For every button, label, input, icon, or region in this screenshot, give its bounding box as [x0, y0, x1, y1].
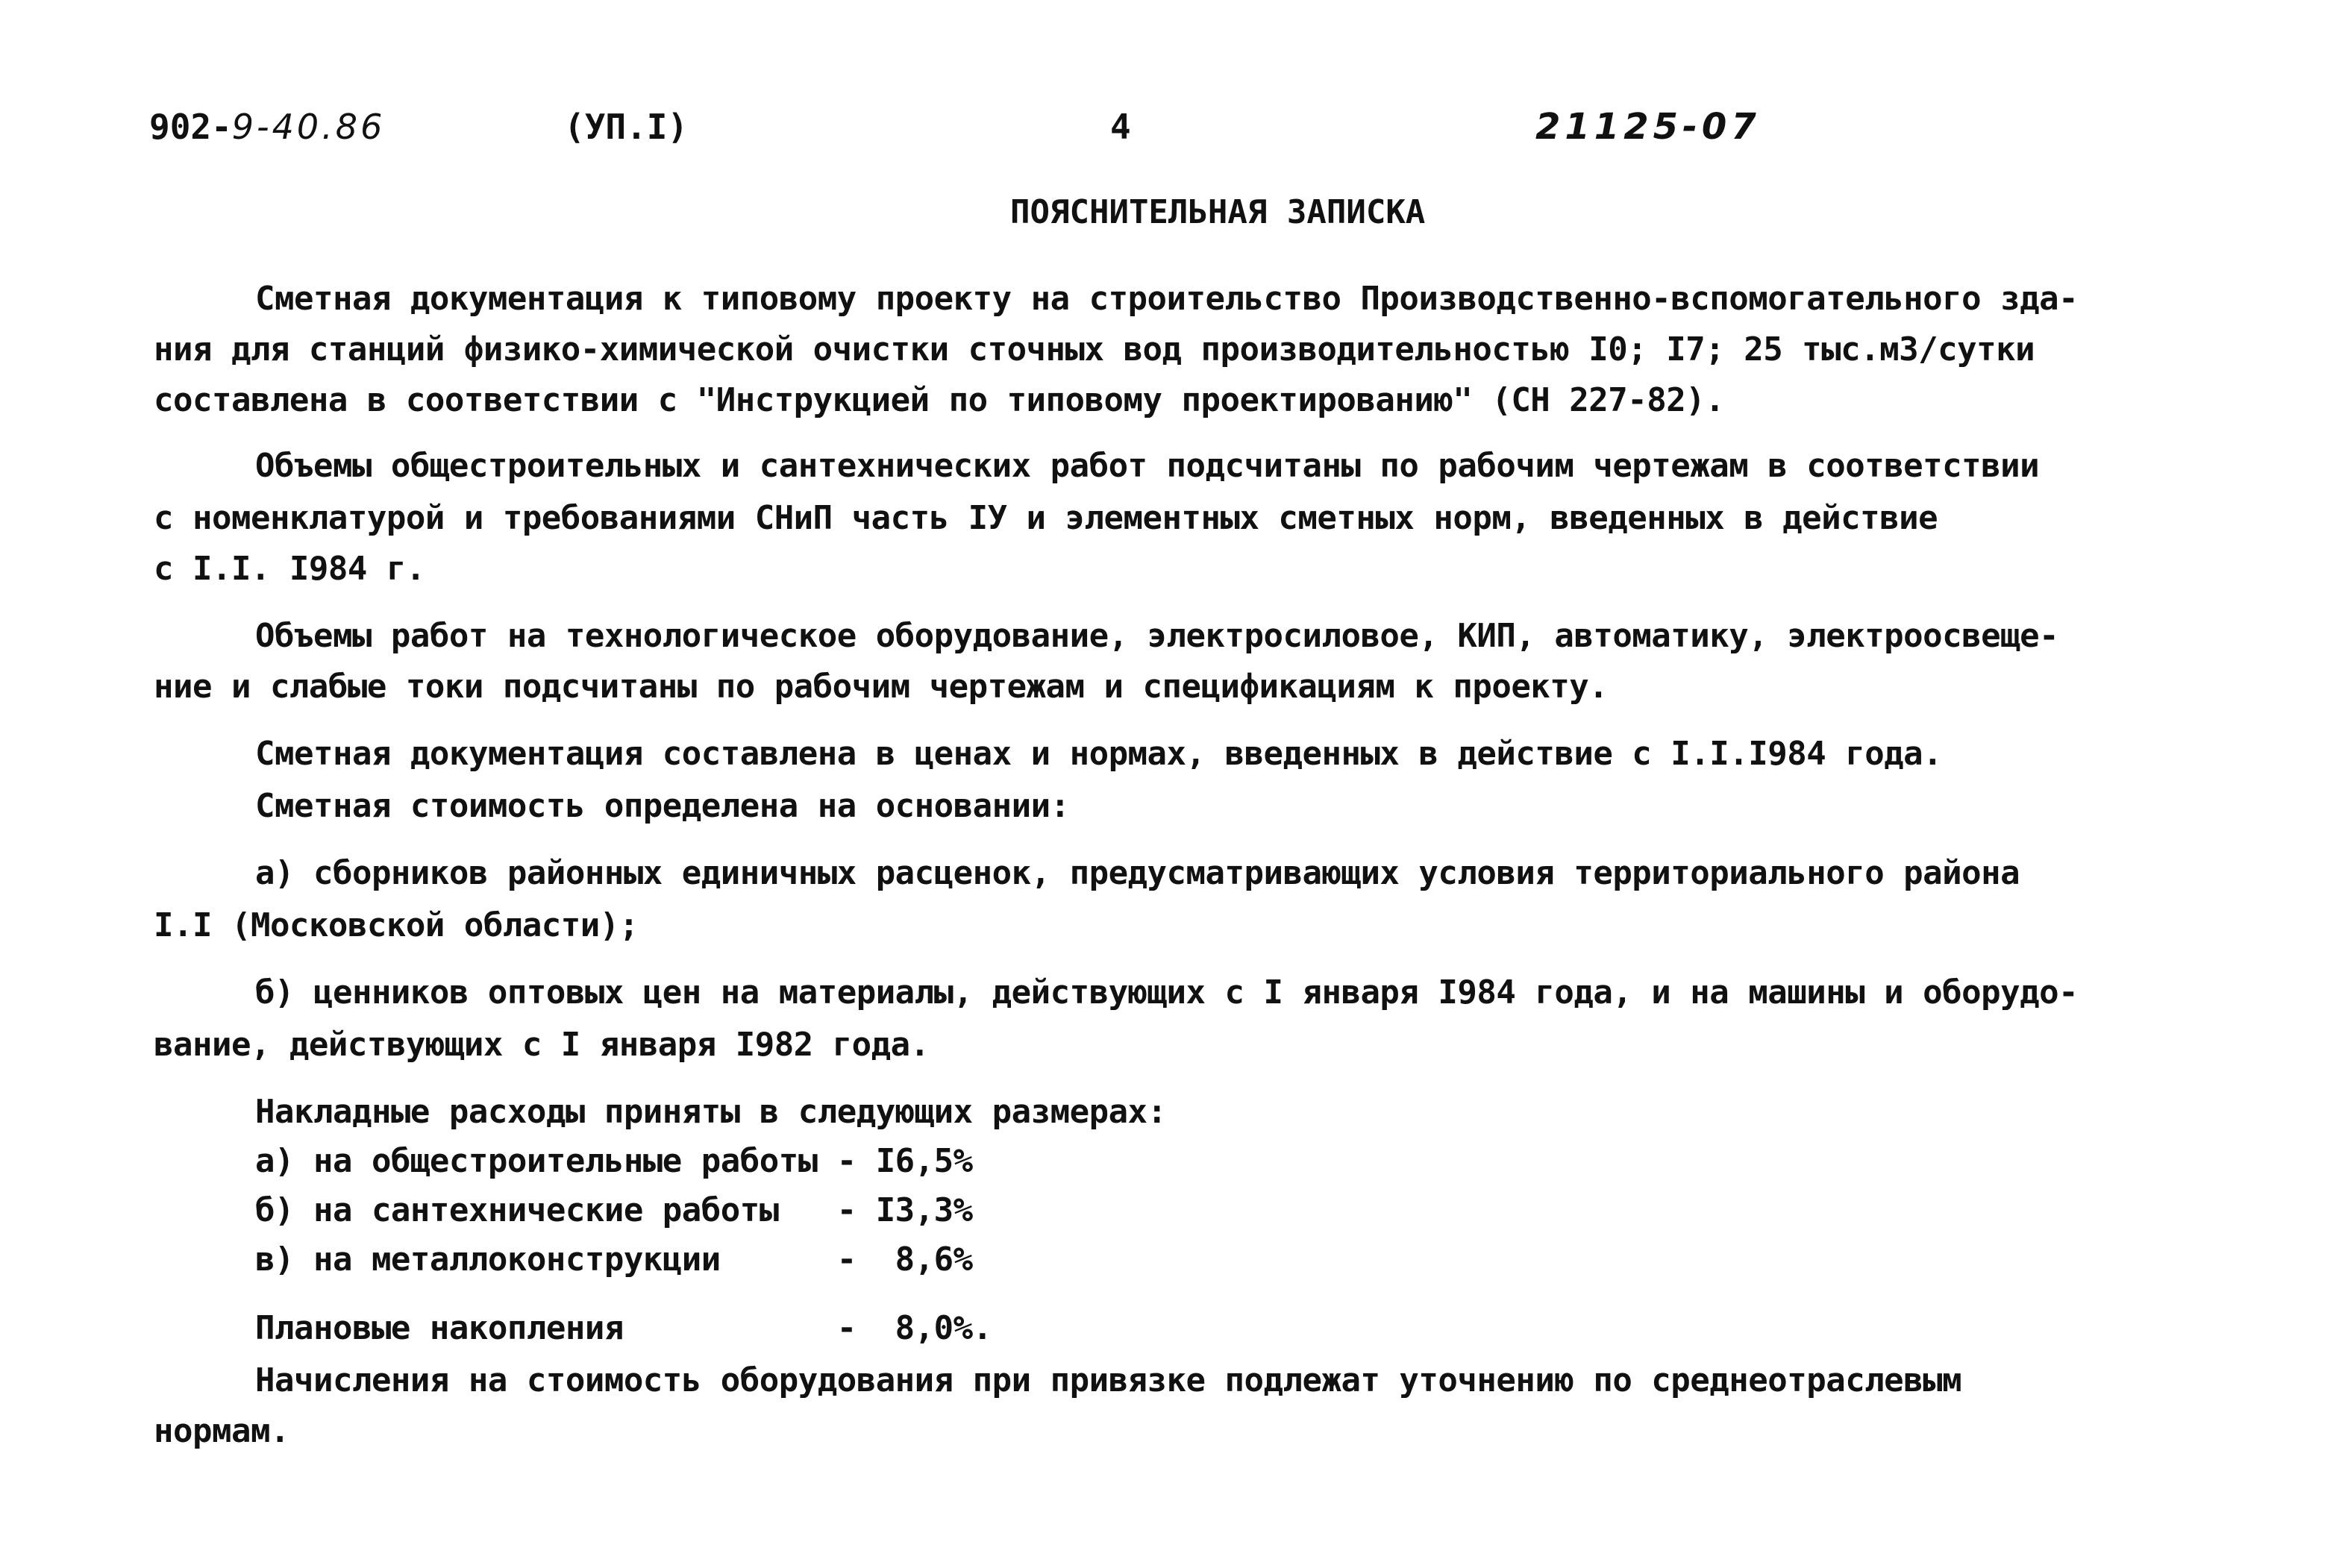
page-number: 4	[1110, 107, 1131, 147]
paragraph-line: ния для станций физико-химической очистки сточных вод производительностью I0; I7; 25 тыс.м3/сутки	[154, 330, 2035, 369]
page-header	[0, 97, 2336, 157]
document-title: ПОЯСНИТЕЛЬНАЯ ЗАПИСКА	[1010, 193, 1426, 231]
overhead-item: в) на металлоконструкции - 8,6%	[255, 1241, 973, 1279]
series-code	[149, 97, 385, 157]
paragraph-line: Объемы работ на технологическое оборудование, электросиловое, КИП, автоматику, электроосвеще-	[255, 617, 2059, 655]
list-item: а) сборников районных единичных расценок, предусматривающих условия территориального района	[255, 854, 2020, 892]
paragraph-line: нормам.	[154, 1412, 289, 1450]
list-item: б) ценников оптовых цен на материалы, действующих с I января I984 года, и на машины и оборудо-	[255, 973, 2079, 1012]
series-code-handwritten: 9-40.86	[231, 107, 386, 147]
paragraph-line: с номенклатурой и требованиями СНиП часть IУ и элементных сметных норм, введенных в действие	[154, 499, 1938, 537]
overhead-heading: Накладные расходы приняты в следующих размерах:	[255, 1093, 1167, 1131]
planned-savings: Плановые накопления - 8,0%.	[255, 1309, 992, 1347]
paragraph-line: Сметная документация составлена в ценах и нормах, введенных в действие с I.I.I984 года.	[255, 735, 1943, 773]
paragraph-line: ние и слабые токи подсчитаны по рабочим чертежам и спецификациям к проекту.	[154, 668, 1609, 706]
series-code-printed: 902-	[149, 107, 232, 147]
paragraph-line: составлена в соответствии с "Инструкцией по типовому проектированию" (СН 227-82).	[154, 381, 1725, 419]
paragraph-line: Объемы общестроительных и сантехнических работ подсчитаны по рабочим чертежам в соответствии	[255, 447, 2040, 485]
list-item-continuation: I.I (Московской области);	[154, 906, 639, 944]
overhead-item: б) на сантехнические работы - I3,3%	[255, 1191, 973, 1229]
paragraph-line: Сметная документация к типовому проекту на строительство Производственно-вспомогательного зда-	[255, 280, 2079, 318]
paragraph-line: с I.I. I984 г.	[154, 550, 425, 588]
inventory-number: 21125-07	[1535, 106, 1761, 148]
paragraph-line: Начисления на стоимость оборудования при привязке подлежат уточнению по среднеотраслевым	[255, 1361, 1962, 1399]
list-item-continuation: вание, действующих с I января I982 года.	[154, 1026, 930, 1064]
paragraph-line: Сметная стоимость определена на основании:	[255, 787, 1070, 825]
overhead-item: а) на общестроительные работы - I6,5%	[255, 1142, 973, 1180]
album-number: (УП.I)	[564, 107, 689, 147]
